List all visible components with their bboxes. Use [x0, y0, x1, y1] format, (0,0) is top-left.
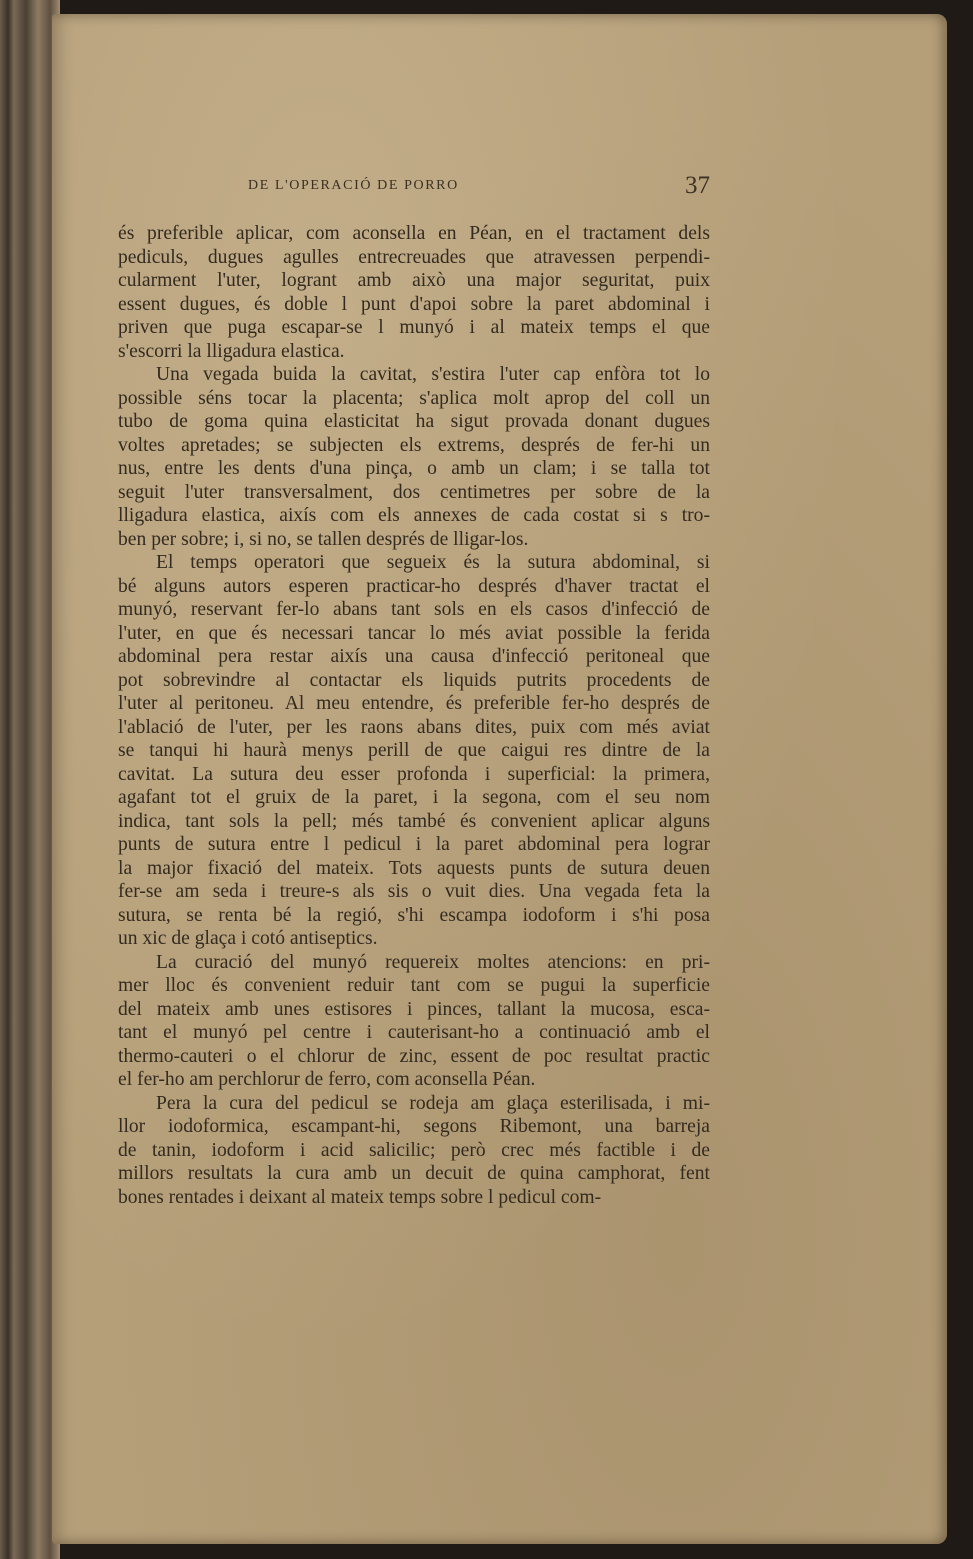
text-line: El temps operatori que segueix és la sutura abdominal, si: [156, 552, 710, 573]
page-number: 37: [685, 172, 710, 199]
text-line: thermo-cauteri o el chlorur de zinc, essent de poc resultat practic: [118, 1045, 710, 1067]
text-line: l'uter al peritoneu. Al meu entendre, és preferible fer-ho després de: [118, 693, 710, 714]
paragraph: [118, 951, 710, 1092]
text-line: llor iodoformica, escampant-hi, segons Ribemont, una barreja: [118, 1116, 710, 1137]
text-line: del mateix amb unes estisores i pinces, tallant la mucosa, esca-: [118, 998, 710, 1020]
text-line: seguit l'uter transversalment, dos centimetres per sobre de la: [118, 481, 710, 503]
text-line: un xic de glaça i cotó antiseptics.: [118, 928, 378, 949]
text-line: bé alguns autors esperen practicar-ho després d'haver tractat el: [118, 575, 710, 597]
text-line: és preferible aplicar, com aconsella en Péan, en el tractament dels: [118, 223, 710, 244]
text-line: voltes apretades; se subjecten els extrems, després de fer-hi un: [118, 434, 710, 456]
text-line: l'ablació de l'uter, per les raons abans dites, puix com més aviat: [118, 716, 710, 738]
paragraph: [118, 363, 710, 551]
paragraph: [118, 1092, 710, 1210]
text-line: fer-se am seda i treure-s als sis o vuit dies. Una vegada feta la: [118, 881, 710, 902]
text-line: priven que puga escapar-se l munyó i al mateix temps el que: [118, 317, 710, 338]
text-line: el fer-ho am perchlorur de ferro, com aconsella Péan.: [118, 1069, 536, 1090]
text-line: la major fixació del mateix. Tots aquests punts de sutura deuen: [118, 857, 710, 879]
paragraph: [118, 551, 710, 951]
running-head: [248, 170, 710, 206]
text-line: pot sobrevindre al contactar els liquids putrits procedents de: [118, 669, 710, 691]
text-line: pediculs, dugues agulles entrecreuades que atravessen perpendi-: [118, 246, 710, 268]
text-line: l'uter, en que és necessari tancar lo més aviat possible la ferida: [118, 622, 710, 644]
text-line: cavitat. La sutura deu esser profonda i superficial: la primera,: [118, 763, 710, 785]
text-line: ben per sobre; i, si no, se tallen després de lligar-los.: [118, 528, 529, 550]
text-line: tubo de goma quina elasticitat ha sigut provada donant dugues: [118, 411, 710, 432]
paragraph: [118, 222, 710, 363]
text-line: de tanin, iodoform i acid salicilic; però crec més factible i de: [118, 1139, 710, 1161]
text-line: punts de sutura entre l pedicul i la paret abdominal pera lograr: [118, 834, 710, 855]
body-text: [118, 222, 710, 1209]
text-line: Una vegada buida la cavitat, s'estira l'uter cap enfòra tot lo: [156, 364, 710, 385]
book-spine: [0, 0, 60, 1559]
text-line: cularment l'uter, logrant amb això una major seguritat, puix: [118, 270, 710, 291]
running-head-title: DE L'OPERACIÓ DE PORRO: [248, 178, 459, 193]
text-line: abdominal pera restar aixís una causa d'infecció peritoneal que: [118, 646, 710, 667]
text-line: lligadura elastica, aixís com els annexes de cada costat si s tro-: [118, 505, 710, 526]
text-line: millors resultats la cura amb un decuit de quina camphorat, fent: [118, 1163, 710, 1184]
text-line: possible séns tocar la placenta; s'aplica molt aprop del coll un: [118, 387, 710, 409]
text-line: munyó, reservant fer-lo abans tant sols en els casos d'infecció de: [118, 599, 710, 620]
text-line: agafant tot el gruix de la paret, i la segona, com el seu nom: [118, 787, 710, 808]
text-line: bones rentades i deixant al mateix temps sobre l pedicul com-: [118, 1186, 602, 1208]
text-line: nus, entre les dents d'una pinça, o amb un clam; i se talla tot: [118, 458, 710, 479]
text-line: indica, tant sols la pell; més també és convenient aplicar alguns: [118, 810, 710, 832]
text-line: tant el munyó pel centre i cauterisant-ho a continuació amb el: [118, 1022, 710, 1043]
text-line: essent dugues, és doble l punt d'apoi sobre la paret abdominal i: [118, 293, 710, 315]
text-line: sutura, se renta bé la regió, s'hi escampa iodoform i s'hi posa: [118, 904, 710, 926]
text-line: s'escorri la lligadura elastica.: [118, 340, 345, 362]
text-line: La curació del munyó requereix moltes atencions: en pri-: [156, 951, 710, 973]
text-line: se tanqui hi haurà menys perill de que caigui res dintre de la: [118, 740, 710, 761]
text-line: mer lloc és convenient reduir tant com se pugui la superficie: [118, 975, 710, 996]
text-line: Pera la cura del pedicul se rodeja am glaça esterilisada, i mi-: [156, 1092, 710, 1114]
